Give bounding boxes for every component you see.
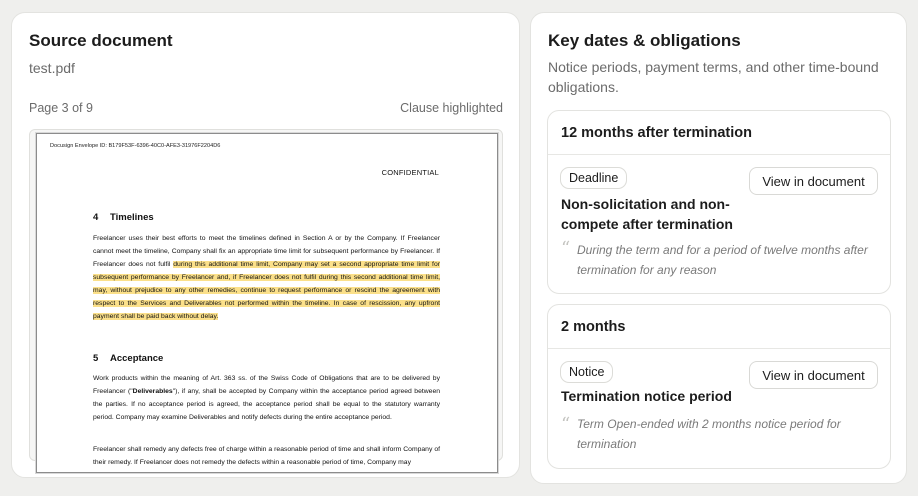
source-filename: test.pdf xyxy=(29,60,75,76)
source-document-panel xyxy=(11,12,520,478)
obligation-period: 2 months xyxy=(548,305,890,349)
deliverables-term: Deliverables xyxy=(132,388,173,395)
obligation-card xyxy=(547,110,891,294)
section-5-text-a: Work products within the meaning of Art. 363 ss. of the Swiss Code of Obligations that are to be delivered by Freelancer (" xyxy=(93,375,440,395)
document-viewer[interactable] xyxy=(29,129,503,466)
quote-icon: “ xyxy=(561,414,571,435)
section-5-title: Acceptance xyxy=(110,353,164,364)
obligation-title: Non-solicitation and non-compete after termination xyxy=(561,196,733,232)
quote-icon: “ xyxy=(561,238,571,259)
clause-status: Clause highlighted xyxy=(400,101,503,115)
document-page xyxy=(36,133,498,473)
section-5-heading xyxy=(93,353,163,364)
envelope-id: Docusign Envelope ID: B179F53F-6396-40C0-AFE3-31976F2204D6 xyxy=(50,143,221,149)
obligation-quote: Term Open-ended with 2 months notice period for termination xyxy=(577,417,841,451)
obligation-type-badge: Deadline xyxy=(560,167,627,189)
highlighted-clause: during this additional time limit, Company may set a second appropriate time limit for subsequent performance by Freelancer and, if Freelancer does not fulfil during this second additional time limit, may, without prejudice to any other remedies, continue to request performance or rescind the agreement with respect to the Services and Deliverables not performed within the timeline. In case of rescission, any upfront payment shall be paid back without delay. xyxy=(93,261,440,320)
section-4-number: 4 xyxy=(93,212,99,223)
page-indicator: Page 3 of 9 xyxy=(29,101,93,115)
section-5-paragraph-2: Freelancer shall remedy any defects free of charge within a reasonable period of time and shall inform Company of their remedy. If Freelancer does not remedy the defects within a reasonable period of time, Company may xyxy=(93,446,440,466)
obligation-card xyxy=(547,304,891,469)
obligation-period: 12 months after termination xyxy=(548,111,890,155)
view-in-document-button[interactable]: View in document xyxy=(749,167,878,195)
obligation-type-badge: Notice xyxy=(560,361,613,383)
section-5-text-b: "), if any, shall be accepted by Company within the acceptance period agreed between the parties. If no acceptance period is agreed, the acceptance period shall be equal to the statutory warranty period. Company may examine Deliverables and notify defects during the entire acceptance period. xyxy=(93,388,441,421)
obligation-quote: During the term and for a period of twelve months after termination for any reason xyxy=(577,243,868,277)
view-in-document-button[interactable]: View in document xyxy=(749,361,878,389)
section-4-heading xyxy=(93,212,154,223)
confidential-label: CONFIDENTIAL xyxy=(381,168,439,177)
key-dates-title: Key dates & obligations xyxy=(548,31,741,50)
section-4-text: Freelancer uses their best efforts to meet the timelines defined in Section A or by the Company. If Freelancer cannot meet the timeline, Company shall fix an appropriate time limit for subsequent performance by Freelancer. If Freelancer does not fulfil xyxy=(93,235,440,268)
obligation-title: Termination notice period xyxy=(561,388,732,404)
section-5-paragraph xyxy=(93,372,440,424)
key-dates-panel xyxy=(530,12,907,484)
section-4-paragraph xyxy=(93,232,440,323)
source-document-title: Source document xyxy=(29,31,173,50)
section-4-title: Timelines xyxy=(110,212,154,223)
section-5-number: 5 xyxy=(93,353,99,364)
key-dates-subtitle: Notice periods, payment terms, and other time-bound obligations. xyxy=(548,59,879,95)
